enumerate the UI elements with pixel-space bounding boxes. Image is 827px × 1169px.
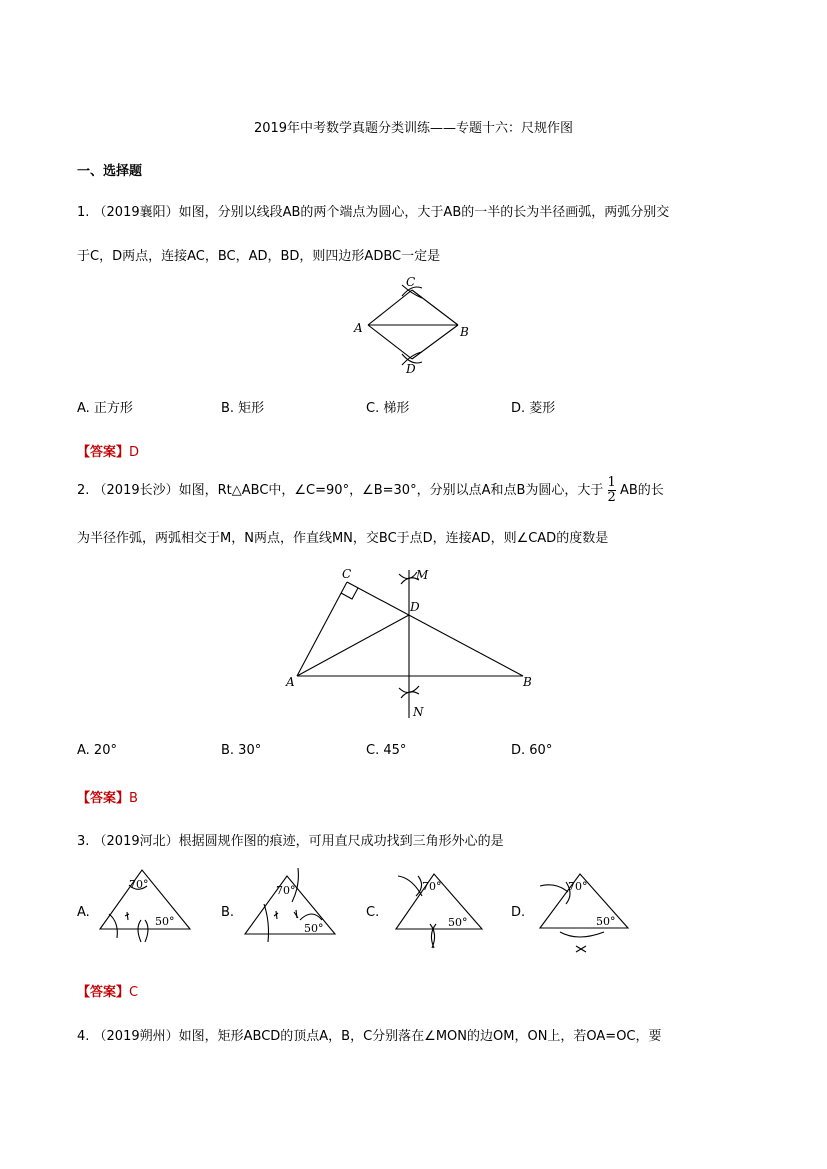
q1-option-b: B. 矩形 [221, 401, 265, 416]
q3-a-angle-right: 50° [155, 915, 175, 928]
q1-text-line2: 于C，D两点，连接AC，BC，AD，BD，则四边形ADBC一定是 [77, 249, 441, 264]
q3-a-angle-top: 70° [129, 878, 149, 891]
q2-label-d: D [410, 600, 420, 614]
q3-b-angle-top: 70° [276, 884, 296, 897]
q1-segment-bd [412, 325, 458, 359]
q3-d-angle-right: 50° [596, 915, 616, 928]
q1-answer [77, 441, 139, 460]
q2-segment-cb [347, 582, 523, 676]
q1-option-c: C. 梯形 [366, 401, 410, 416]
q1-segment-ad [368, 325, 412, 359]
q1-segment-ac [368, 290, 412, 325]
q2-text-line2: 为半径作弧，两弧相交于M，N两点，作直线MN，交BC于点D，连接AD，则∠CAD的度数是 [77, 531, 609, 546]
q2-answer-tag: 【答案】 [77, 791, 130, 806]
q3-b-angle-right: 50° [304, 922, 324, 935]
q3-option-d-figure [532, 862, 642, 962]
q3-option-a-figure [95, 862, 195, 952]
q3-option-d-letter: D. [511, 905, 526, 920]
q1-label-d: D [406, 362, 416, 376]
q2-answer [77, 787, 138, 806]
q3-option-c-letter: C. [366, 905, 380, 920]
q2-label-m: M [416, 568, 429, 582]
q2-option-b: B. 30° [221, 743, 262, 758]
q2-figure-triangle [280, 560, 550, 725]
q1-label-b: B [460, 325, 469, 339]
page-title: 2019年中考数学真题分类训练——专题十六：尺规作图 [253, 121, 574, 136]
q2-answer-value: B [129, 791, 138, 806]
q3-option-b-letter: B. [221, 905, 235, 920]
q3-d-angle-top: 70° [568, 880, 588, 893]
q2-fraction [608, 476, 616, 505]
q3-text-line1: 3. （2019河北）根据圆规作图的痕迹，可用直尺成功找到三角形外心的是 [77, 834, 504, 849]
q1-label-c: C [406, 275, 416, 289]
q3-c-angle-top: 70° [422, 880, 442, 893]
q3-option-b-figure [240, 862, 340, 952]
q3-answer-value: C [129, 985, 139, 1000]
q1-answer-tag: 【答案】 [77, 445, 130, 460]
q2-label-a: A [286, 675, 295, 689]
q3-option-c-figure [382, 862, 492, 952]
q1-text-line1: 1. （2019襄阳）如图，分别以线段AB的两个端点为圆心，大于AB的一半的长为半径画弧，两弧分别交 [77, 205, 670, 220]
q1-label-a: A [354, 321, 363, 335]
q1-figure-rhombus [340, 270, 490, 380]
q1-answer-value: D [129, 445, 140, 460]
q2-label-c: C [342, 567, 352, 581]
q4-text-line1: 4. （2019朔州）如图，矩形ABCD的顶点A，B，C分别落在∠MON的边OM，ON上，若OA=OC，要 [77, 1029, 662, 1044]
q3-answer-tag: 【答案】 [77, 985, 130, 1000]
q3-option-a-letter: A. [77, 905, 90, 920]
q2-text-line1-a: 2. （2019长沙）如图，Rt△ABC中，∠C=90°，∠B=30°，分别以点A和点B为圆心，大于 [77, 483, 604, 498]
q1-option-a: A. 正方形 [77, 401, 133, 416]
q2-text-line1-b: AB的长 [619, 483, 664, 498]
q2-label-n: N [413, 705, 424, 719]
q2-label-b: B [523, 675, 532, 689]
q2-frac-den: 2 [607, 490, 616, 505]
q2-text-line1 [77, 476, 664, 505]
q2-frac-num: 1 [607, 475, 616, 490]
q2-option-c: C. 45° [366, 743, 407, 758]
q2-option-a: A. 20° [77, 743, 117, 758]
q1-segment-bc [412, 290, 458, 325]
q2-option-d: D. 60° [511, 743, 553, 758]
section-heading: 一、选择题 [77, 164, 143, 179]
q3-answer [77, 981, 138, 1000]
q3-c-angle-right: 50° [448, 916, 468, 929]
q1-option-d: D. 菱形 [511, 401, 556, 416]
